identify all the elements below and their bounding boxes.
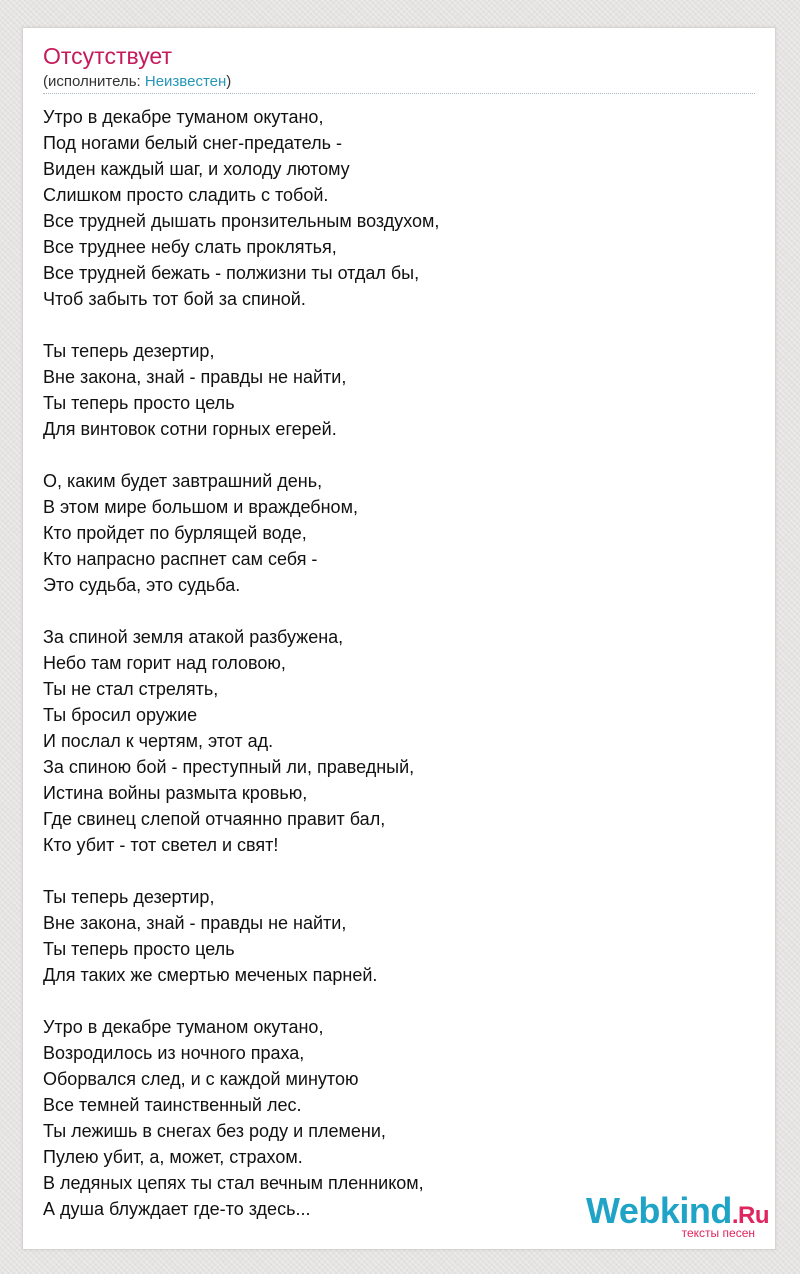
lyrics-stanza (43, 338, 743, 442)
lyrics-line: Это судьба, это судьба. (43, 575, 241, 595)
lyrics-line: А душа блуждает где-то здесь... (43, 1199, 311, 1219)
lyrics-line: И послал к чертям, этот ад. (43, 731, 274, 751)
lyrics-line: Оборвался след, и с каждой минутою (43, 1069, 359, 1089)
lyrics-line: Утро в декабре туманом окутано, (43, 107, 324, 127)
lyrics-line: Ты теперь дезертир, (43, 887, 215, 907)
artist-link[interactable]: Неизвестен (144, 73, 227, 90)
lyrics-line: Ты теперь просто цель (43, 393, 235, 413)
lyrics-line: Чтоб забыть тот бой за спиной. (43, 289, 306, 309)
lyrics-line: Вне закона, знай - правды не найти, (43, 913, 347, 933)
lyrics-line: Кто напрасно распнет сам себя - (43, 549, 318, 569)
title-divider (43, 93, 755, 94)
logo-tagline: тексты песен (681, 1226, 755, 1240)
lyrics-line: В ледяных цепях ты стал вечным пленником, (43, 1173, 424, 1193)
site-logo[interactable] (579, 1191, 769, 1241)
lyrics-line: Кто убит - тот светел и свят! (43, 835, 279, 855)
lyrics-card (22, 27, 776, 1250)
lyrics-line: Все темней таинственный лес. (43, 1095, 302, 1115)
lyrics-line: В этом мире большом и враждебном, (43, 497, 358, 517)
lyrics-line: Ты бросил оружие (43, 705, 198, 725)
lyrics-stanza (43, 468, 743, 598)
lyrics-line: Ты теперь дезертир, (43, 341, 215, 361)
lyrics-line: Все труднее небу слать проклятья, (43, 237, 337, 257)
lyrics-line: Для винтовок сотни горных егерей. (43, 419, 337, 439)
artist-suffix: ) (226, 73, 232, 90)
lyrics-line: Все трудней дышать пронзительным воздухом, (43, 211, 440, 231)
artist-line (43, 73, 231, 91)
lyrics-body (43, 104, 743, 1248)
lyrics-line: О, каким будет завтрашний день, (43, 471, 323, 491)
lyrics-line: Слишком просто сладить с тобой. (43, 185, 329, 205)
logo-main-text: Webkind (585, 1190, 732, 1231)
lyrics-stanza (43, 884, 743, 988)
lyrics-line: За спиною бой - преступный ли, праведный, (43, 757, 415, 777)
lyrics-line: Ты лежишь в снегах без роду и племени, (43, 1121, 386, 1141)
lyrics-line: Для таких же смертью меченых парней. (43, 965, 378, 985)
lyrics-line: Пулею убит, а, может, страхом. (43, 1147, 303, 1167)
lyrics-line: За спиной земля атакой разбужена, (43, 627, 344, 647)
lyrics-stanza (43, 104, 743, 312)
logo-suffix: .Ru (731, 1202, 769, 1229)
lyrics-line: Вне закона, знай - правды не найти, (43, 367, 347, 387)
lyrics-line: Кто пройдет по бурлящей воде, (43, 523, 307, 543)
artist-prefix: (исполнитель: (43, 73, 145, 90)
lyrics-line: Виден каждый шаг, и холоду лютому (43, 159, 350, 179)
lyrics-line: Утро в декабре туманом окутано, (43, 1017, 324, 1037)
lyrics-line: Небо там горит над головою, (43, 653, 286, 673)
lyrics-line: Все трудней бежать - полжизни ты отдал бы, (43, 263, 420, 283)
lyrics-stanza (43, 624, 743, 858)
lyrics-line: Истина войны размыта кровью, (43, 783, 308, 803)
lyrics-line: Под ногами белый снег-предатель - (43, 133, 342, 153)
song-title: Отсутствует (43, 43, 172, 69)
lyrics-line: Ты не стал стрелять, (43, 679, 219, 699)
lyrics-line: Ты теперь просто цель (43, 939, 235, 959)
lyrics-line: Возродилось из ночного праха, (43, 1043, 305, 1063)
lyrics-line: Где свинец слепой отчаянно правит бал, (43, 809, 386, 829)
